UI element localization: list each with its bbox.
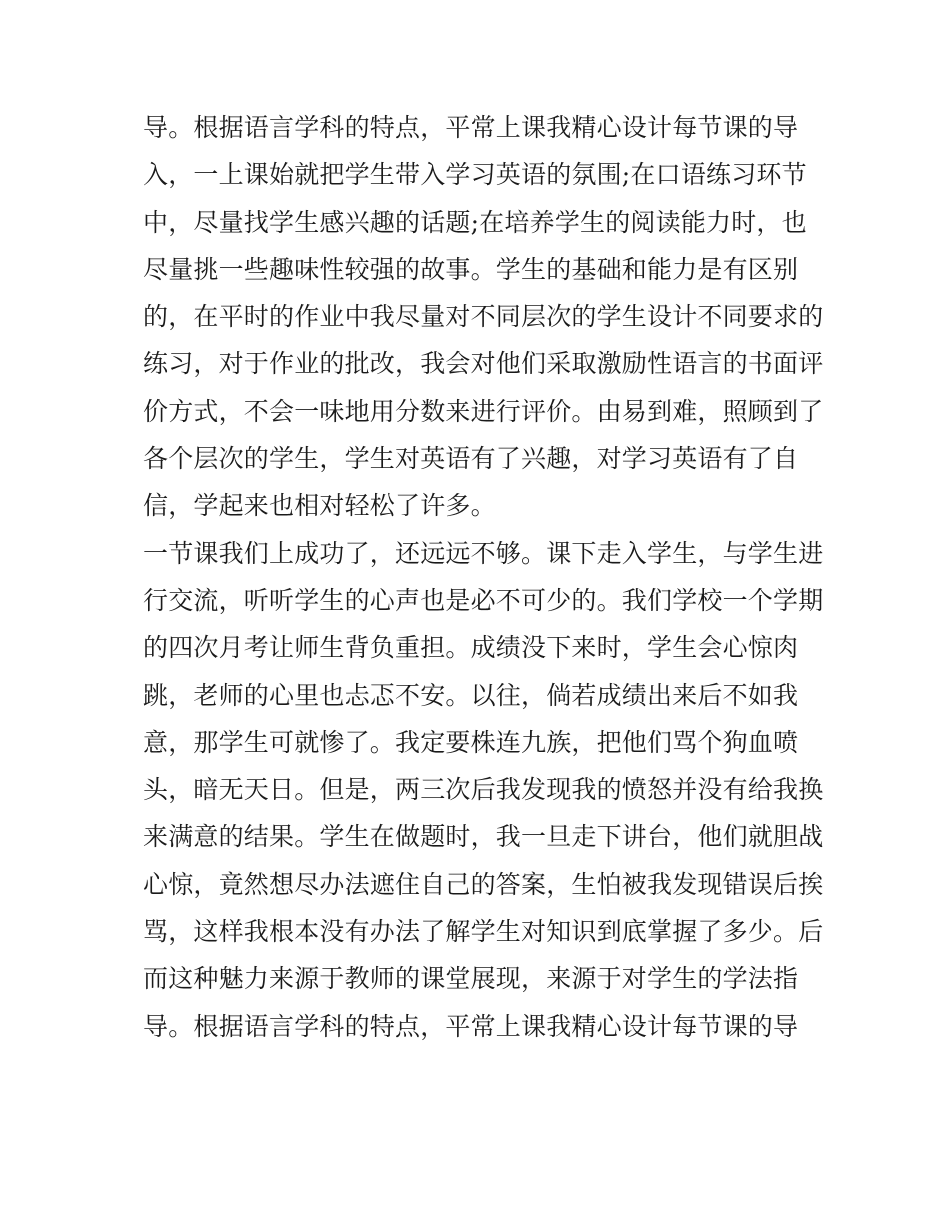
text-line-12: 的四次月考让师生背负重担。成绩没下来时，学生会心惊肉 [143,633,799,663]
text-line-2: 入，一上课始就把学生带入学习英语的氛围;在口语练习环节 [143,160,807,190]
text-line-8: 各个层次的学生，学生对英语有了兴趣，对学习英语有了自 [143,444,799,474]
text-line-3: 中，尽量找学生感兴趣的话题;在培养学生的阅读能力时，也 [143,207,807,237]
text-line-10: 一节课我们上成功了，还远远不够。课下走入学生，与学生进 [143,538,824,568]
text-line-16: 来满意的结果。学生在做题时，我一旦走下讲台，他们就胆战 [143,822,824,852]
text-line-11: 行交流，听听学生的心声也是必不可少的。我们学校一个学期 [143,585,824,615]
text-line-19: 而这种魅力来源于教师的课堂展现，来源于对学生的学法指 [143,964,799,994]
text-line-20: 导。根据语言学科的特点，平常上课我精心设计每节课的导 [143,1011,799,1041]
text-line-18: 骂，这样我根本没有办法了解学生对知识到底掌握了多少。后 [143,917,824,947]
text-line-14: 意，那学生可就惨了。我定要株连九族，把他们骂个狗血喷 [143,727,799,757]
text-line-17: 心惊，竟然想尽办法遮住自己的答案，生怕被我发现错误后挨 [143,869,824,899]
text-line-7: 价方式，不会一味地用分数来进行评价。由易到难，照顾到了 [143,396,824,426]
text-line-6: 练习，对于作业的批改，我会对他们采取激励性语言的书面评 [143,349,824,379]
text-line-9: 信，学起来也相对轻松了许多。 [143,491,496,521]
body-text [143,104,823,1050]
text-line-4: 尽量挑一些趣味性较强的故事。学生的基础和能力是有区别 [143,254,799,284]
text-line-13: 跳，老师的心里也忐忑不安。以往，倘若成绩出来后不如我 [143,680,799,710]
text-line-5: 的，在平时的作业中我尽量对不同层次的学生设计不同要求的 [143,302,824,332]
text-line-1: 导。根据语言学科的特点，平常上课我精心设计每节课的导 [143,113,799,142]
text-line-15: 头，暗无天日。但是，两三次后我发现我的愤怒并没有给我换 [143,775,824,805]
